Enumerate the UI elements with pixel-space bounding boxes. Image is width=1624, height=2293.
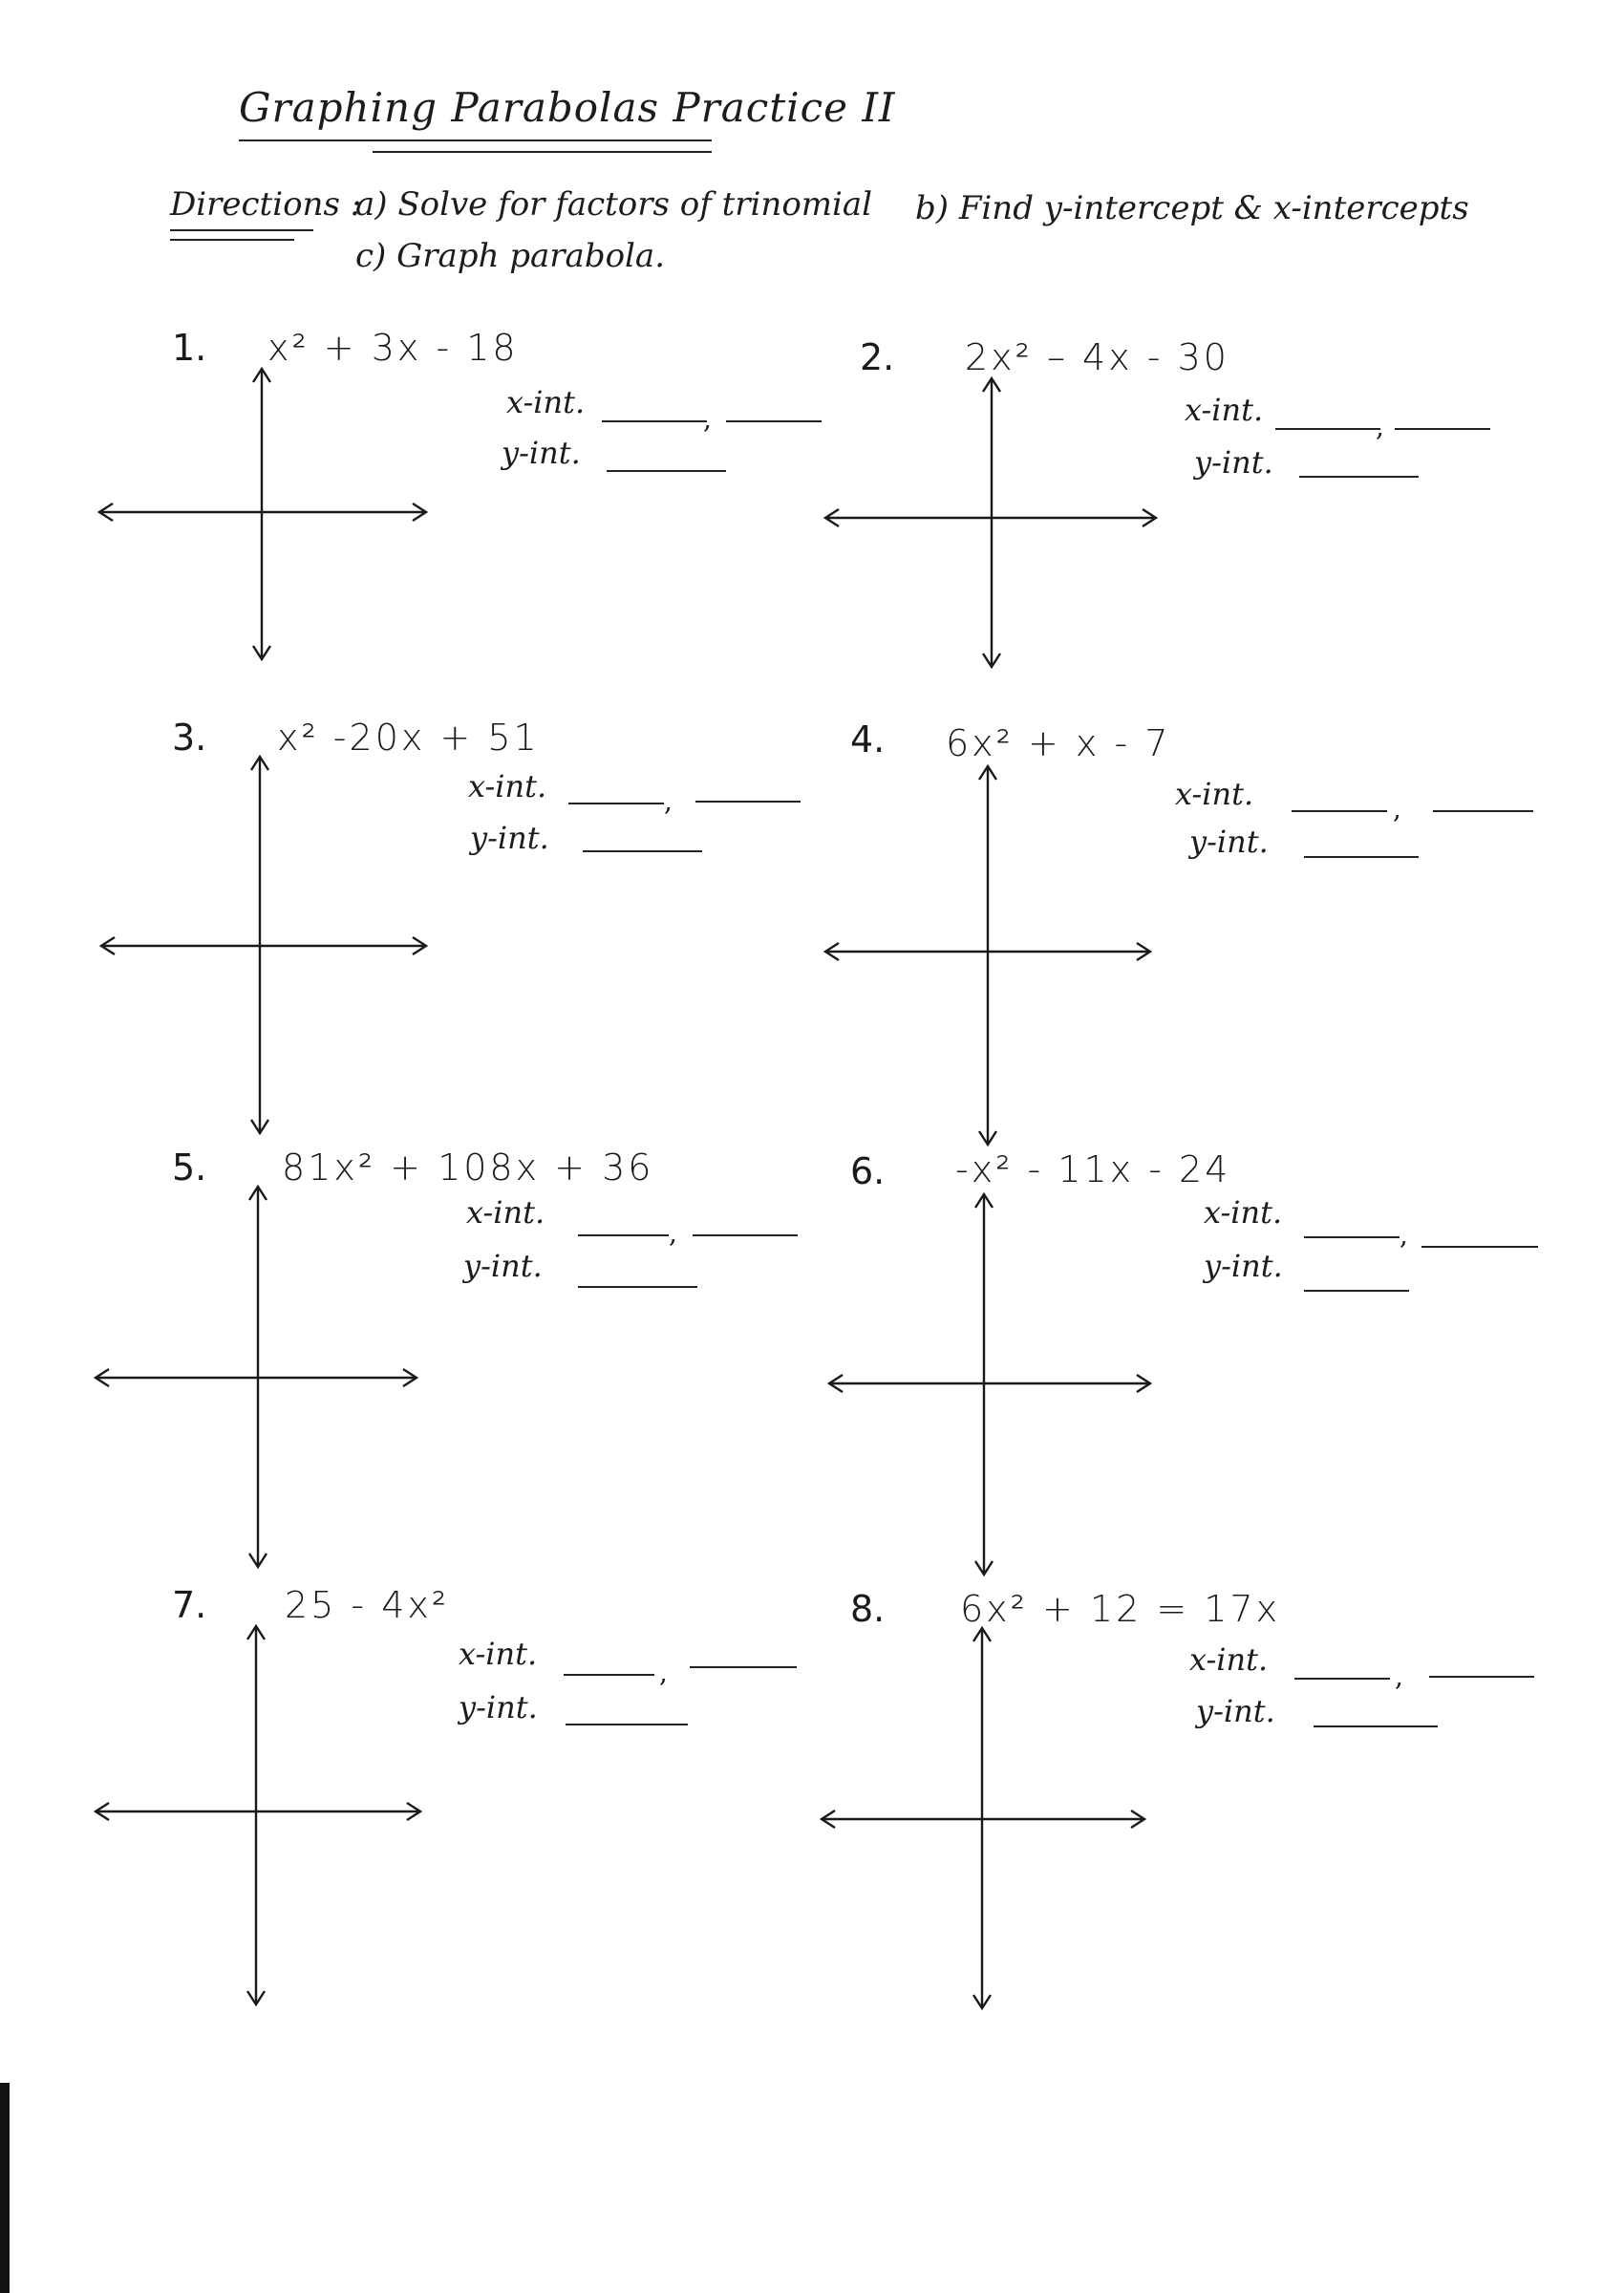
worksheet-title: Graphing Parabolas Practice II — [239, 84, 896, 131]
directions-label: Directions : — [170, 185, 362, 224]
coordinate-axes[interactable] — [822, 717, 1548, 1156]
x-int-label: x-int. — [459, 1636, 538, 1672]
problem-expression: -x² - 11x - 24 — [955, 1148, 1231, 1190]
problem-number: 5. — [172, 1146, 207, 1189]
problem-8 — [822, 1576, 1548, 2016]
comma: , — [669, 1217, 677, 1249]
direction-b: b) Find y-intercept & x-intercepts — [915, 189, 1469, 227]
problem-2 — [822, 315, 1548, 755]
comma: , — [1400, 1219, 1408, 1251]
x-int-label: x-int. — [1189, 1641, 1269, 1678]
comma: , — [1393, 793, 1401, 825]
problem-expression: x² -20x + 51 — [277, 717, 540, 759]
comma: , — [1395, 1661, 1403, 1692]
comma: , — [664, 785, 673, 817]
problem-7 — [96, 1576, 822, 2016]
coordinate-axes[interactable] — [822, 315, 1548, 755]
x-int-label: x-int. — [1204, 1194, 1283, 1231]
problem-expression: 2x² – 4x - 30 — [965, 336, 1229, 378]
comma: , — [703, 403, 712, 435]
problem-number: 8. — [850, 1588, 886, 1630]
comma: , — [659, 1657, 668, 1688]
title-underline — [373, 151, 712, 153]
coordinate-axes[interactable] — [96, 1146, 822, 1586]
problem-6 — [822, 1146, 1548, 1586]
problem-number: 3. — [172, 717, 207, 759]
y-int-label: y-int. — [1196, 1693, 1275, 1729]
problem-expression: 25 - 4x² — [285, 1584, 450, 1626]
direction-a: a) Solve for factors of trinomial — [355, 185, 873, 224]
problem-expression: 6x² + 12 = 17x — [960, 1588, 1281, 1630]
coordinate-axes[interactable] — [822, 1576, 1548, 2016]
directions-underline — [170, 239, 294, 241]
x-int-label: x-int. — [466, 1194, 545, 1231]
y-int-label: y-int. — [1204, 1248, 1283, 1284]
y-int-label: y-int. — [459, 1689, 538, 1725]
x-int-label: x-int. — [468, 768, 547, 804]
y-int-label: y-int. — [1194, 444, 1273, 481]
x-int-label: x-int. — [1185, 392, 1264, 428]
problem-1 — [96, 315, 822, 755]
coordinate-axes[interactable] — [96, 717, 822, 1156]
y-int-label: y-int. — [502, 435, 581, 471]
x-int-label: x-int. — [506, 384, 586, 420]
y-int-label: y-int. — [1189, 824, 1269, 860]
problem-number: 7. — [172, 1584, 207, 1626]
problem-3 — [96, 717, 822, 1156]
y-int-label: y-int. — [463, 1248, 543, 1284]
problem-number: 6. — [850, 1150, 886, 1192]
coordinate-axes[interactable] — [96, 1576, 822, 2016]
problem-4 — [822, 717, 1548, 1156]
comma: , — [1376, 411, 1384, 442]
problem-expression: 6x² + x - 7 — [946, 722, 1171, 764]
coordinate-axes[interactable] — [822, 1146, 1548, 1586]
title-underline — [239, 139, 712, 141]
x-int-label: x-int. — [1175, 776, 1254, 812]
y-int-label: y-int. — [470, 820, 549, 856]
directions-underline — [170, 229, 313, 231]
problem-number: 4. — [850, 718, 886, 761]
problem-number: 1. — [172, 327, 207, 369]
problem-5 — [96, 1146, 822, 1586]
scan-edge-shadow — [0, 2083, 10, 2293]
problem-expression: x² + 3x - 18 — [267, 327, 519, 369]
problem-expression: 81x² + 108x + 36 — [282, 1146, 654, 1189]
problem-number: 2. — [860, 336, 895, 378]
direction-c: c) Graph parabola. — [355, 237, 666, 275]
coordinate-axes[interactable] — [96, 315, 822, 755]
